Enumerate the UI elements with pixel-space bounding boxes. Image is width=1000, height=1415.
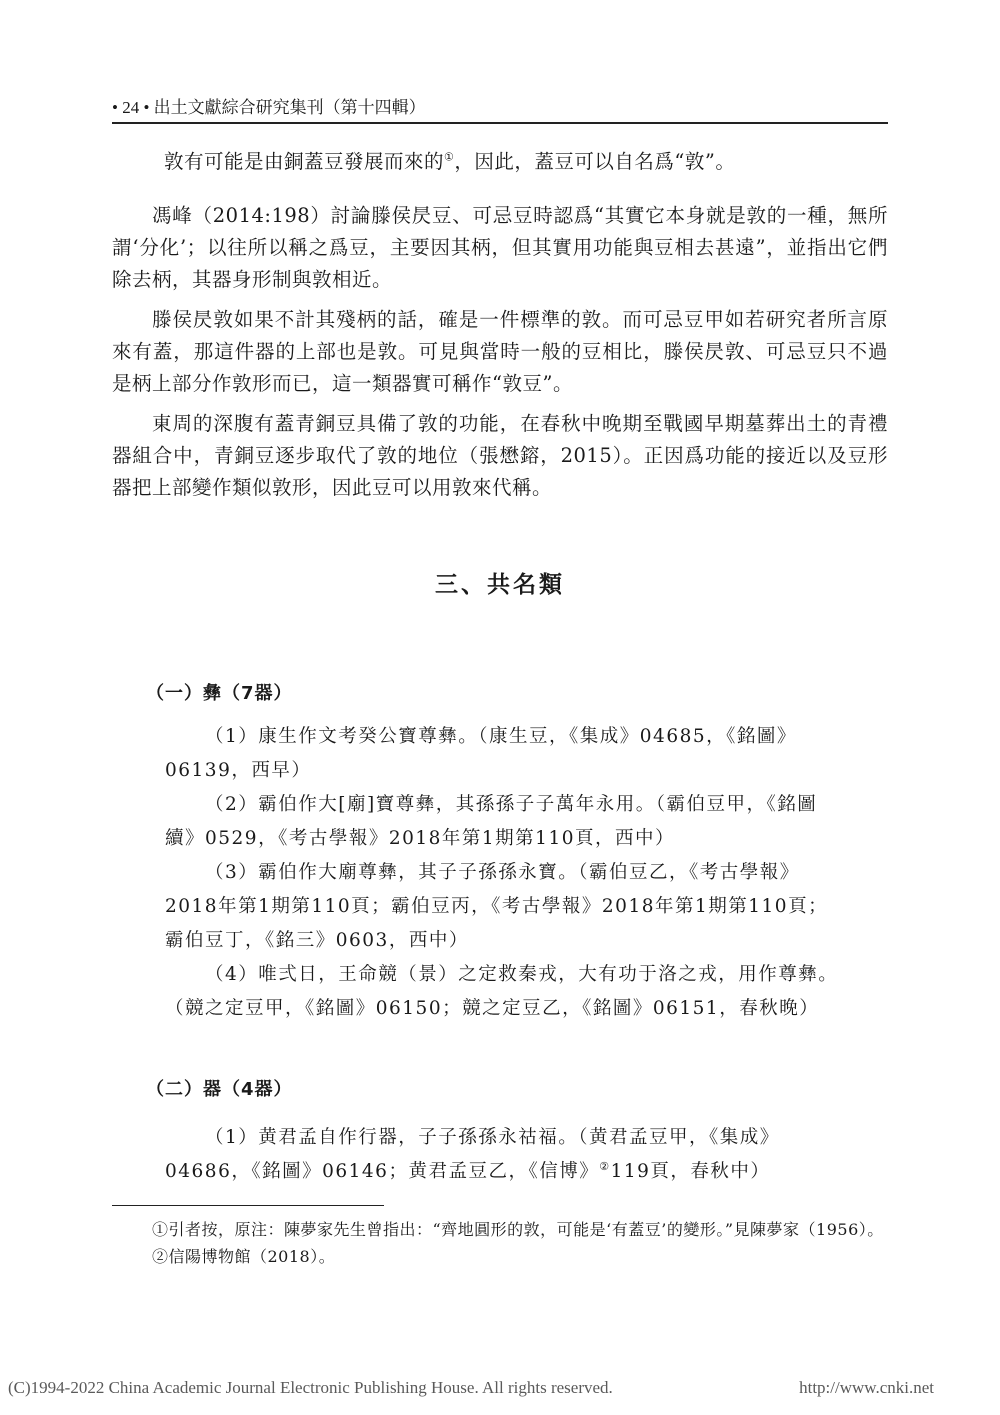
footnote-ref-1[interactable]: ①: [444, 150, 455, 164]
copyright-footer: [8, 1378, 934, 1402]
inscription-list-qi: [165, 1121, 843, 1189]
section-title: 三、共名類: [435, 572, 565, 598]
body-paragraphs: [112, 200, 888, 512]
paragraph-feng-feng: 馮峰（2014:198）討論滕侯昃豆、可忌豆時認爲“其實它本身就是敦的一種，無所謂‘分化’；以往所以稱之爲豆，主要因其柄，但其實用功能與豆相去甚遠”，並指出它們除去柄，其器身形制與敦相近。: [112, 204, 888, 291]
list-item: （4）唯弍日，王命競（景）之定救秦戎，大有功于洛之戎，用作尊彝。（競之定豆甲，《銘圖》06150；競之定豆乙，《銘圖》06151，春秋晚）: [165, 964, 839, 1019]
footnote-2: ②信陽博物館（2018）。: [152, 1247, 336, 1266]
intro-text: 敦有可能是由銅蓋豆發展而來的: [164, 150, 445, 173]
list-item: （3）霸伯作大廟尊彝，其子子孫孫永寶。（霸伯豆乙，《考古學報》2018年第1期第110頁；霸伯豆丙，《考古學報》2018年第1期第110頁；霸伯豆丁，《銘三》0603，西中）: [165, 862, 829, 951]
subsection-heading-qi: （二）器（4器）: [146, 1079, 293, 1100]
inscription-list-yi: [165, 720, 843, 1026]
list-item: （2）霸伯作大[廟]寶尊彝，其孫孫子子萬年永用。（霸伯豆甲，《銘圖續》0529，《考古學報》2018年第1期第110頁，西中）: [165, 794, 818, 849]
paragraph-eastern-zhou: 東周的深腹有蓋青銅豆具備了敦的功能，在春秋中晚期至戰國早期墓葬出土的青禮器組合中，青銅豆逐步取代了敦的地位（張懋鎔，2015）。正因爲功能的接近以及豆形器把上部變作類似敦形，因此豆可以用敦來代稱。: [112, 412, 888, 499]
intro-paragraph: [112, 146, 888, 178]
footnote-1: ①引者按，原注：陳夢家先生曾指出：“齊地圓形的敦，可能是‘有蓋豆’的變形。”見陳夢家（1956）。: [152, 1220, 884, 1239]
subsection-heading-yi: （一）彝（7器）: [146, 683, 293, 704]
cnki-link[interactable]: http://www.cnki.net: [799, 1378, 934, 1397]
list-item: （1）康生作文考癸公寶尊彝。（康生豆，《集成》04685，《銘圖》06139，西早）: [165, 726, 797, 781]
list-item-text-end: 119頁，春秋中）: [610, 1161, 771, 1182]
footnote-divider: [112, 1205, 384, 1206]
copyright-text: (C)1994-2022 China Academic Journal Electronic Publishing House. All rights reserved.: [8, 1378, 613, 1397]
running-header: [112, 96, 888, 124]
footnotes: [112, 1216, 888, 1270]
footnote-ref-2[interactable]: ②: [599, 1159, 611, 1173]
intro-text-end: ，因此，蓋豆可以自名爲“敦”。: [454, 150, 736, 173]
list-item: [165, 1121, 843, 1189]
list-item-text: （1）黄君孟自作行器，子子孫孫永祜福。（黄君孟豆甲，《集成》04686，《銘圖》06146；黄君孟豆乙，《信博》: [165, 1127, 780, 1182]
paragraph-teng-hou: 滕侯昃敦如果不計其殘柄的話，確是一件標準的敦。而可忌豆甲如若研究者所言原來有蓋，那這件器的上部也是敦。可見與當時一般的豆相比，滕侯昃敦、可忌豆只不過是柄上部分作敦形而已，這一類器實可稱作“敦豆”。: [112, 308, 888, 395]
running-head-text: • 24 • 出土文獻綜合研究集刊（第十四輯）: [112, 98, 426, 117]
